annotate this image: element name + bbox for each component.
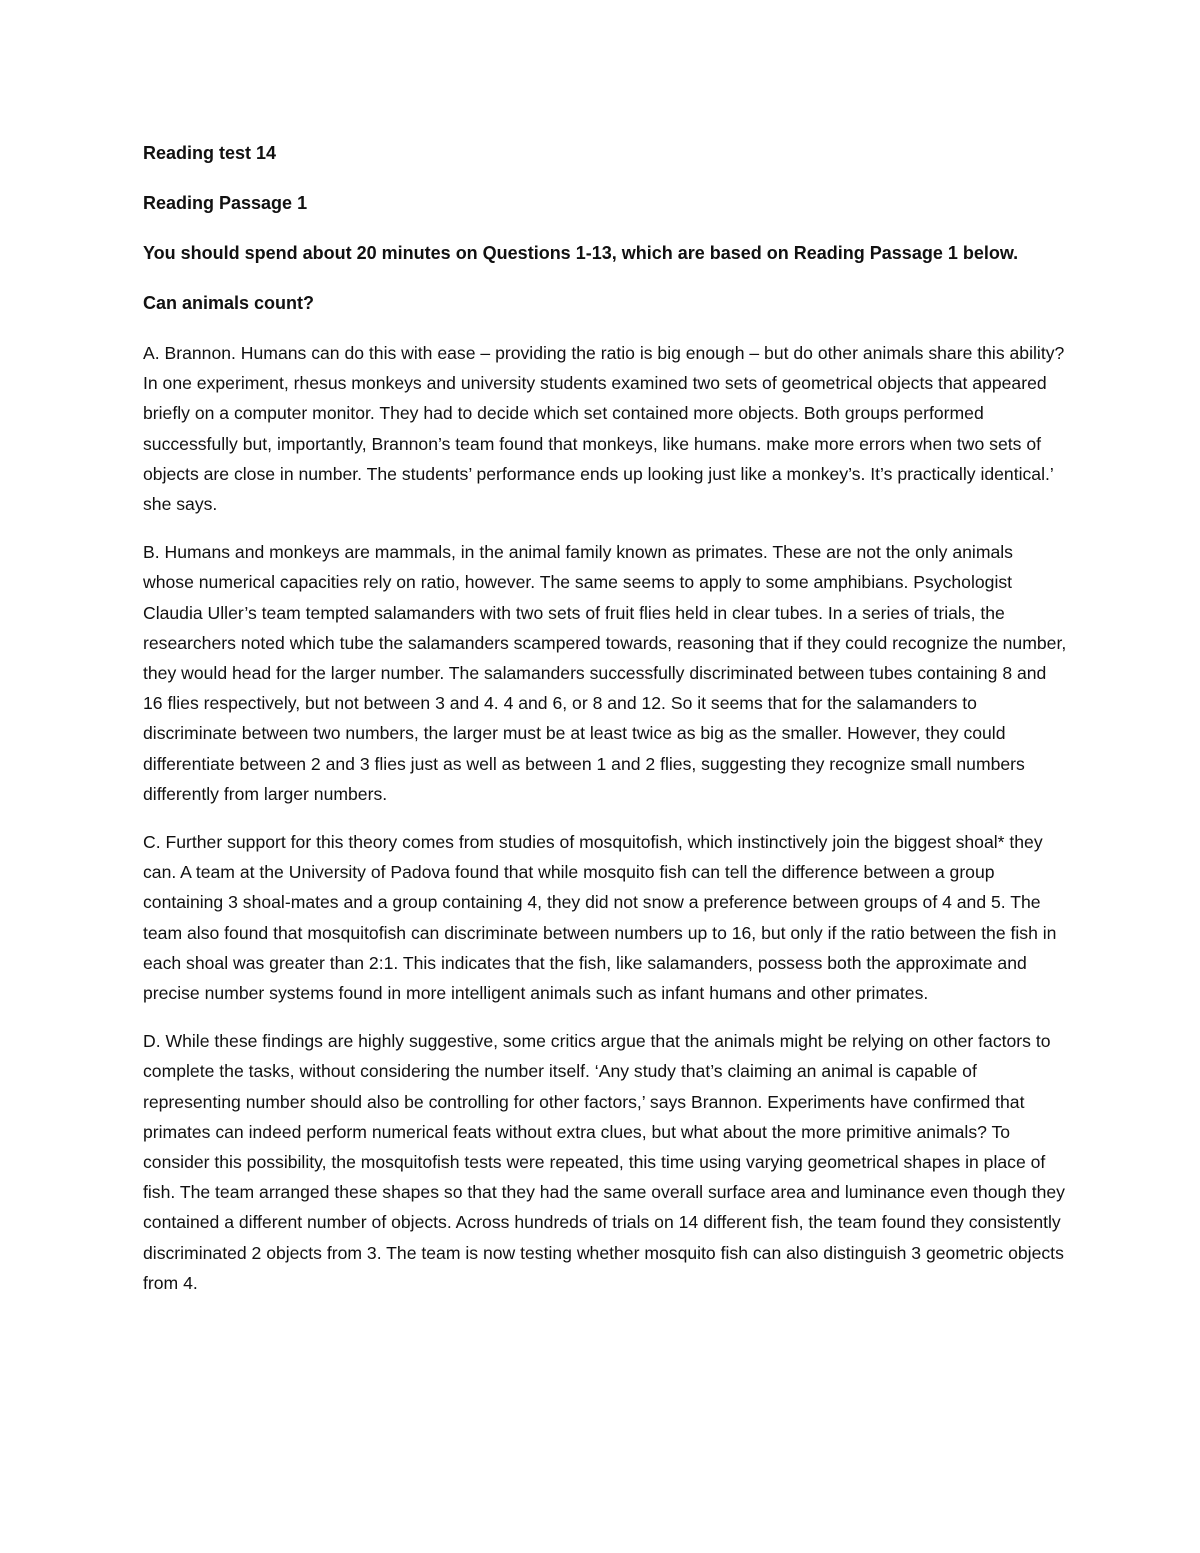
document-page (143, 138, 1068, 1316)
instruction-text: You should spend about 20 minutes on Questions 1-13, which are based on Reading Passage 1 below. (143, 243, 1019, 263)
paragraph-c: C. Further support for this theory comes from studies of mosquitofish, which instinctively join the biggest shoal* they can. A team at the University of Padova found that while mosquito fish can tell the difference between a group containing 3 shoal-mates and a group containing 4, they did not snow a preference between groups of 4 and 5. The team also found that mosquitofish can discriminate between numbers up to 16, but only if the ratio between the fish in each shoal was greater than 2:1. This indicates that the fish, like salamanders, possess both the approximate and precise number systems found in more intelligent animals such as infant humans and other primates. (143, 832, 1057, 1004)
passage-title: Can animals count? (143, 293, 315, 313)
paragraph-b: B. Humans and monkeys are mammals, in the animal family known as primates. These are not the only animals whose numerical capacities rely on ratio, however. The same seems to apply to some amphibians. Psychologist Claudia Uller’s team tempted salamanders with two sets of fruit flies held in clear tubes. In a series of trials, the researchers noted which tube the salamanders scampered towards, reasoning that if they could recognize the number, they would head for the larger number. The salamanders successfully discriminated between tubes containing 8 and 16 flies respectively, but not between 3 and 4. 4 and 6, or 8 and 12. So it seems that for the salamanders to discriminate between two numbers, the larger must be at least twice as big as the smaller. However, they could differentiate between 2 and 3 flies just as well as between 1 and 2 flies, suggesting they recognize small numbers differently from larger numbers. (143, 542, 1067, 804)
paragraph-a: A. Brannon. Humans can do this with ease – providing the ratio is big enough – but do other animals share this ability? In one experiment, rhesus monkeys and university students examined two sets of geometrical objects that appeared briefly on a computer monitor. They had to decide which set contained more objects. Both groups performed successfully but, importantly, Brannon’s team found that monkeys, like humans. make more errors when two sets of objects are close in number. The students’ performance ends up looking just like a monkey’s. It’s practically identical.’ she says. (143, 343, 1065, 515)
passage-label: Reading Passage 1 (143, 193, 308, 213)
paragraph-d: D. While these findings are highly suggestive, some critics argue that the animals might be relying on other factors to complete the tasks, without considering the number itself. ‘Any study that’s claiming an animal is capable of representing number should also be controlling for other factors,’ says Brannon. Experiments have confirmed that primates can indeed perform numerical feats without extra clues, but what about the more primitive animals? To consider this possibility, the mosquitofish tests were repeated, this time using varying geometrical shapes in place of fish. The team arranged these shapes so that they had the same overall surface area and luminance even though they contained a different number of objects. Across hundreds of trials on 14 different fish, the team found they consistently discriminated 2 objects from 3. The team is now testing whether mosquito fish can also distinguish 3 geometric objects from 4. (143, 1031, 1065, 1293)
test-title: Reading test 14 (143, 143, 277, 163)
